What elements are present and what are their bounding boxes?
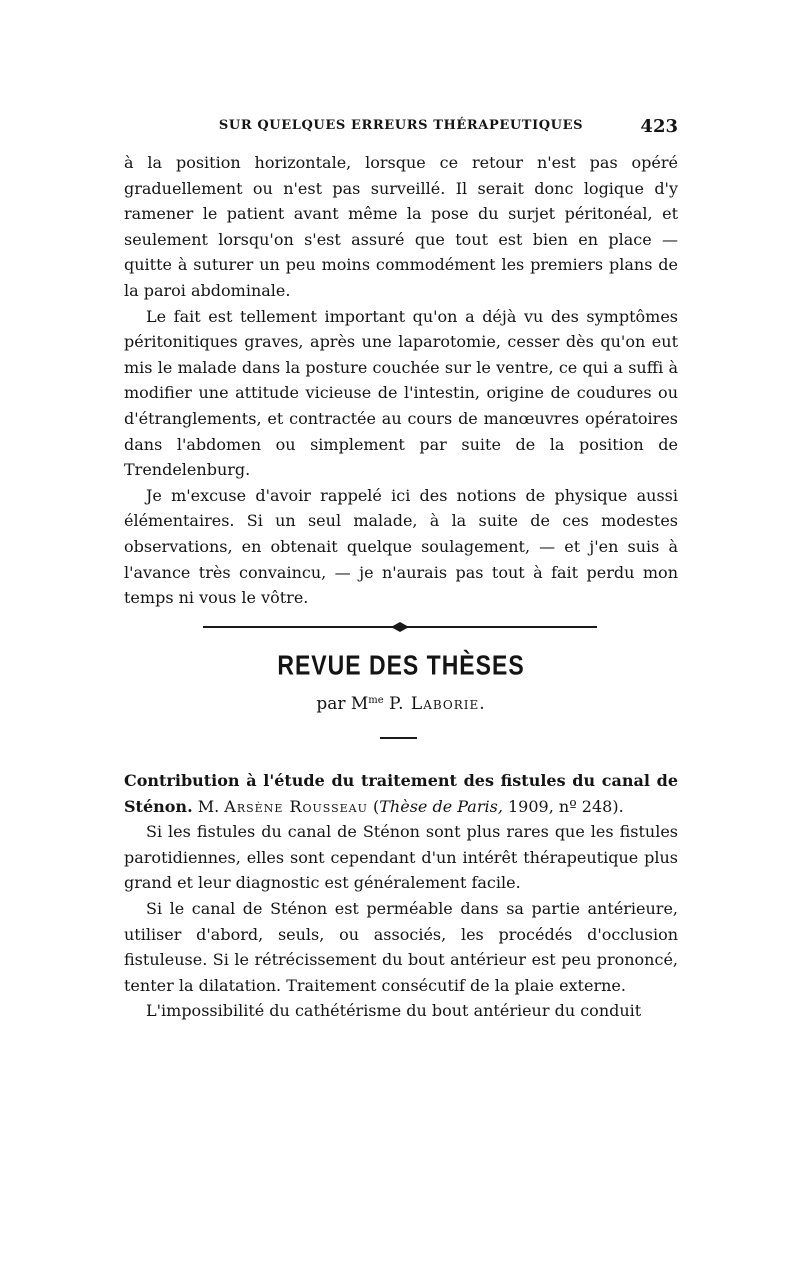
- review-title: Contribution à l'étude du traitement des fistules du canal de Sténon.: [124, 771, 678, 816]
- byline-par: par: [316, 694, 346, 714]
- short-divider: [380, 737, 417, 739]
- paragraph: Le fait est tellement important qu'on a déjà vu des symptômes péritonitiques graves, après une laparotomie, cesser dès qu'on eut mis le malade dans la posture couchée sur le ventre, ce qui a suffi à modifier une attitude vicieuse de l'intestin, origine de coudures ou d'étranglements, et contractée au cours de manœuvres opératoires dans l'abdomen ou simplement par suite de la position de Trendelenburg.: [124, 306, 678, 480]
- review-heading: [124, 768, 678, 819]
- ornamental-rule: [203, 620, 597, 634]
- running-title: SUR QUELQUES ERREURS THÉRAPEUTIQUES: [218, 118, 584, 133]
- review-author: Arsène Rousseau: [224, 796, 368, 816]
- paragraph: L'impossibilité du cathétérisme du bout antérieur du conduit: [146, 1001, 642, 1021]
- page-number: 423: [640, 116, 678, 137]
- upper-text-block: [124, 150, 678, 611]
- paragraph: Je m'excuse d'avoir rappelé ici des notions de physique aussi élémentaires. Si un seul malade, à la suite de ces modestes observations, en obtenait quelque soulagement, — et j'en suis à l'avance très convaincu, — je n'aurais pas tout à fait perdu mon temps ni vous le vôtre.: [124, 485, 678, 608]
- citation-source: Thèse de Paris,: [379, 796, 503, 816]
- review-entry: [124, 768, 678, 1024]
- byline-author: P. Laborie.: [389, 694, 486, 714]
- section-title: REVUE DES THÈSES: [277, 649, 525, 681]
- paragraph: Si les fistules du canal de Sténon sont plus rares que les fistules parotidiennes, elles sont cependant d'un intérêt thérapeutique plus grand et leur diagnostic est généralement facile.: [124, 822, 678, 893]
- paragraph: Si le canal de Sténon est perméable dans sa partie antérieure, utiliser d'abord, seuls, ou associés, les procédés d'occlusion fistuleuse. Si le rétrécissement du bout antérieur est peu prononcé, tenter la dilatation. Traitement consécutif de la plaie externe.: [124, 898, 678, 995]
- citation-open: (: [373, 796, 380, 816]
- byline-title: $M^{me}$: [350, 694, 384, 714]
- byline: [124, 694, 678, 714]
- paragraph-continued: à la position horizontale, lorsque ce retour n'est pas opéré graduellement ou n'est pas surveillé. Il serait donc logique d'y ramener le patient avant même la pose du surjet péritonéal, et seulement lorsqu'on s'est assuré que tout est bien en place — quitte à suturer un peu moins commodément les premiers plans de la paroi abdominale.: [124, 153, 678, 300]
- running-head: [124, 118, 678, 140]
- review-author-prefix: M.: [197, 796, 220, 816]
- citation-details: 1909, nº 248).: [508, 796, 624, 816]
